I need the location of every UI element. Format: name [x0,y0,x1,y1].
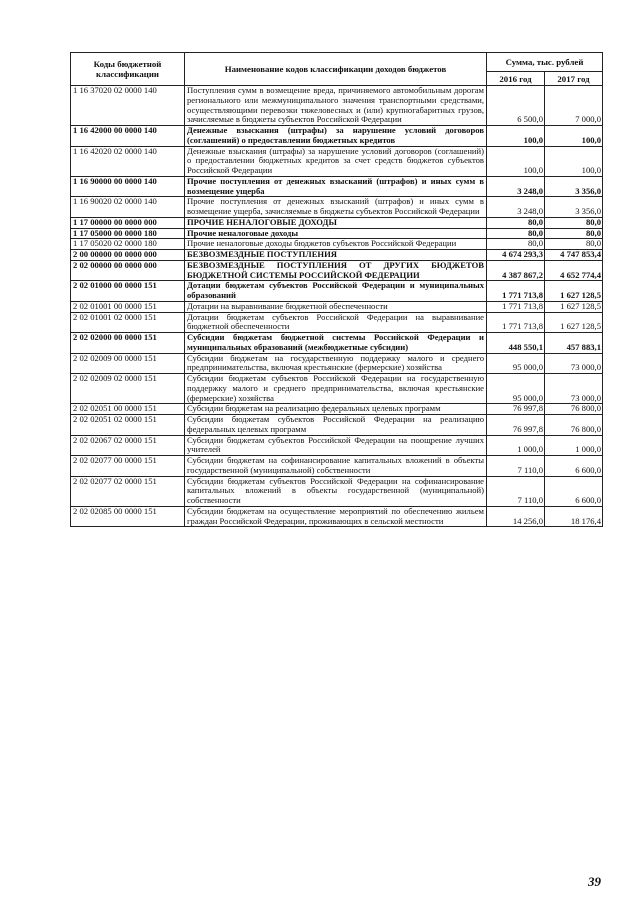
row-value-2016: 1 771 713,8 [487,301,545,312]
row-code: 2 02 02000 00 0000 151 [71,333,185,354]
row-value-2017: 80,0 [545,239,603,250]
table-row [71,260,603,281]
row-value-2017: 4 652 774,4 [545,260,603,281]
table-row [71,239,603,250]
table-row [71,217,603,228]
row-value-2016: 1 000,0 [487,435,545,456]
row-code: 1 17 00000 00 0000 000 [71,217,185,228]
row-value-2017: 3 356,0 [545,197,603,218]
table-row [71,146,603,176]
table-row [71,250,603,261]
budget-table-sheet [70,52,602,527]
table-row [71,86,603,126]
row-code: 2 02 02051 02 0000 151 [71,415,185,436]
row-name: Субсидии бюджетам на софинансирование капитальных вложений в объекты государственной (муниципальной) собственности [185,456,487,477]
row-code: 2 02 01001 02 0000 151 [71,312,185,333]
row-value-2017: 3 356,0 [545,176,603,197]
table-row [71,281,603,302]
header-code: Коды бюджетной классификации [71,53,185,86]
row-name: БЕЗВОЗМЕЗДНЫЕ ПОСТУПЛЕНИЯ ОТ ДРУГИХ БЮДЖЕТОВ БЮДЖЕТНОЙ СИСТЕМЫ РОССИЙСКОЙ ФЕДЕРАЦИИ [185,260,487,281]
row-code: 2 02 02009 00 0000 151 [71,353,185,374]
table-row [71,374,603,404]
row-value-2016: 100,0 [487,126,545,147]
row-code: 2 02 02077 00 0000 151 [71,456,185,477]
table-row [71,301,603,312]
row-value-2016: 80,0 [487,217,545,228]
row-code: 1 16 42020 02 0000 140 [71,146,185,176]
row-value-2016: 4 387 867,2 [487,260,545,281]
row-name: Субсидии бюджетам субъектов Российской Федерации на реализацию федеральных целевых программ [185,415,487,436]
table-row [71,312,603,333]
row-code: 1 16 42000 00 0000 140 [71,126,185,147]
row-code: 1 16 90020 02 0000 140 [71,197,185,218]
row-value-2016: 76 997,8 [487,415,545,436]
table-row [71,435,603,456]
row-value-2017: 18 176,4 [545,506,603,527]
row-value-2016: 76 997,8 [487,404,545,415]
row-code: 2 02 00000 00 0000 000 [71,260,185,281]
row-value-2017: 6 600,0 [545,476,603,506]
table-row [71,456,603,477]
table-row [71,333,603,354]
header-2017: 2017 год [545,72,603,86]
row-name: Субсидии бюджетам на осуществление мероприятий по обеспечению жильем граждан Российской Федерации, проживающих в сельской местности [185,506,487,527]
row-value-2016: 14 256,0 [487,506,545,527]
row-value-2017: 100,0 [545,146,603,176]
row-value-2017: 80,0 [545,228,603,239]
row-value-2016: 4 674 293,3 [487,250,545,261]
row-value-2017: 4 747 853,4 [545,250,603,261]
row-name: БЕЗВОЗМЕЗДНЫЕ ПОСТУПЛЕНИЯ [185,250,487,261]
row-code: 1 17 05000 00 0000 180 [71,228,185,239]
table-row [71,506,603,527]
budget-revenue-table [70,52,603,527]
row-code: 2 02 02085 00 0000 151 [71,506,185,527]
row-value-2017: 76 800,0 [545,404,603,415]
row-value-2017: 73 000,0 [545,374,603,404]
table-row [71,353,603,374]
row-value-2017: 1 000,0 [545,435,603,456]
row-name: Субсидии бюджетам субъектов Российской Федерации на софинансирование капитальных вложений в объекты государственной (муниципальной) собственности [185,476,487,506]
table-row [71,228,603,239]
row-name: Денежные взыскания (штрафы) за нарушение условий договоров (соглашений) о предоставлении бюджетных кредитов [185,126,487,147]
table-body [71,86,603,527]
row-code: 2 02 02051 00 0000 151 [71,404,185,415]
row-name: Прочие неналоговые доходы [185,228,487,239]
row-code: 2 02 01001 00 0000 151 [71,301,185,312]
table-row [71,415,603,436]
row-code: 2 02 02067 02 0000 151 [71,435,185,456]
row-code: 1 16 90000 00 0000 140 [71,176,185,197]
row-value-2017: 6 600,0 [545,456,603,477]
table-row [71,404,603,415]
row-value-2016: 95 000,0 [487,353,545,374]
row-name: Прочие неналоговые доходы бюджетов субъектов Российской Федерации [185,239,487,250]
row-code: 1 16 37020 02 0000 140 [71,86,185,126]
row-value-2017: 1 627 128,5 [545,281,603,302]
row-value-2017: 100,0 [545,126,603,147]
table-row [71,176,603,197]
row-code: 2 02 02009 02 0000 151 [71,374,185,404]
row-code: 2 02 02077 02 0000 151 [71,476,185,506]
row-value-2016: 100,0 [487,146,545,176]
row-value-2016: 6 500,0 [487,86,545,126]
row-value-2017: 1 627 128,5 [545,312,603,333]
row-value-2016: 448 550,1 [487,333,545,354]
row-value-2017: 7 000,0 [545,86,603,126]
row-value-2017: 457 883,1 [545,333,603,354]
row-name: Субсидии бюджетам бюджетной системы Российской Федерации и муниципальных образований (межбюджетные субсидии) [185,333,487,354]
row-value-2017: 76 800,0 [545,415,603,436]
row-code: 1 17 05020 02 0000 180 [71,239,185,250]
row-value-2016: 80,0 [487,228,545,239]
header-name: Наименование кодов классификации доходов бюджетов [185,53,487,86]
row-name: Дотации бюджетам субъектов Российской Федерации на выравнивание бюджетной обеспеченности [185,312,487,333]
row-name: Дотации бюджетам субъектов Российской Федерации и муниципальных образований [185,281,487,302]
row-name: Прочие поступления от денежных взысканий (штрафов) и иных сумм в возмещение ущерба [185,176,487,197]
row-value-2016: 3 248,0 [487,197,545,218]
row-value-2016: 7 110,0 [487,476,545,506]
row-value-2017: 73 000,0 [545,353,603,374]
row-name: Поступления сумм в возмещение вреда, причиняемого автомобильным дорогам регионального или межмуниципального значения транспортными средствами, осуществляющими перевозки тяжеловесных и (или) крупногабаритных грузов, зачисляемые в бюджеты субъектов Российской Федерации [185,86,487,126]
row-name: Денежные взыскания (штрафы) за нарушение условий договоров (соглашений) о предоставлении бюджетных кредитов за счет средств бюджетов субъектов Российской Федерации [185,146,487,176]
row-value-2016: 95 000,0 [487,374,545,404]
row-name: Дотации на выравнивание бюджетной обеспеченности [185,301,487,312]
table-row [71,197,603,218]
header-sum: Сумма, тыс. рублей [487,53,603,72]
row-name: Субсидии бюджетам на реализацию федеральных целевых программ [185,404,487,415]
row-value-2016: 3 248,0 [487,176,545,197]
row-value-2017: 80,0 [545,217,603,228]
row-name: ПРОЧИЕ НЕНАЛОГОВЫЕ ДОХОДЫ [185,217,487,228]
row-name: Прочие поступления от денежных взысканий (штрафов) и иных сумм в возмещение ущерба, зачисляемые в бюджеты субъектов Российской Федерации [185,197,487,218]
page-number: 39 [588,874,601,889]
row-value-2017: 1 627 128,5 [545,301,603,312]
row-value-2016: 1 771 713,8 [487,312,545,333]
row-name: Субсидии бюджетам субъектов Российской Федерации на поощрение лучших учителей [185,435,487,456]
row-value-2016: 7 110,0 [487,456,545,477]
row-code: 2 02 01000 00 0000 151 [71,281,185,302]
row-name: Субсидии бюджетам на государственную поддержку малого и среднего предпринимательства, включая крестьянские (фермерские) хозяйства [185,353,487,374]
header-2016: 2016 год [487,72,545,86]
table-row [71,126,603,147]
row-name: Субсидии бюджетам субъектов Российской Федерации на государственную поддержку малого и среднего предпринимательства, включая крестьянские (фермерские) хозяйства [185,374,487,404]
table-row [71,476,603,506]
row-value-2016: 1 771 713,8 [487,281,545,302]
row-code: 2 00 00000 00 0000 000 [71,250,185,261]
row-value-2016: 80,0 [487,239,545,250]
